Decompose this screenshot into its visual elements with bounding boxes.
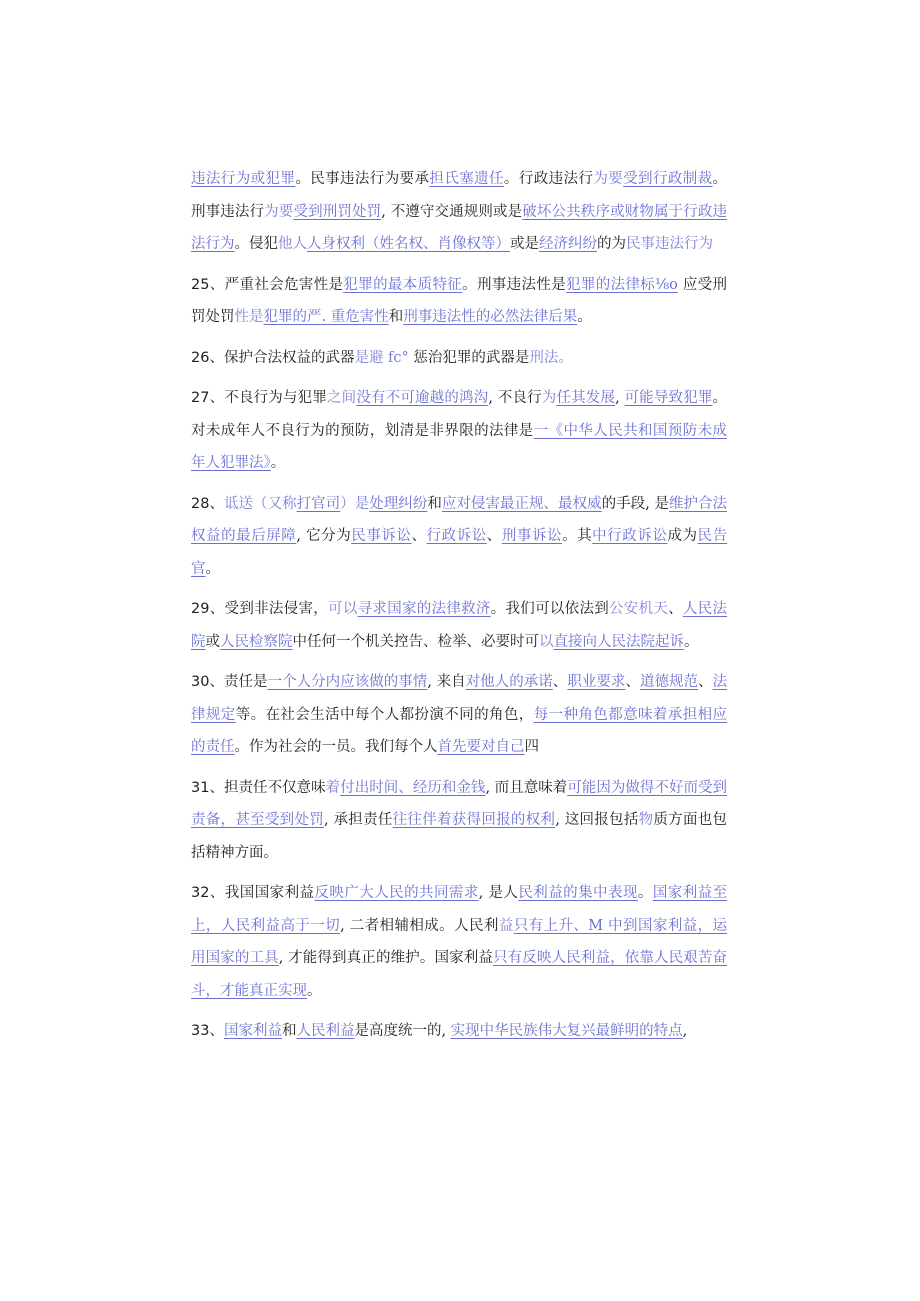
body-text: 、 bbox=[552, 674, 568, 690]
underlined-answer: 每一种角色都意味着承担相应的责任 bbox=[191, 706, 728, 755]
underlined-answer: 国家利益至上，人民利益高于一切 bbox=[191, 885, 728, 934]
body-text: 。刑事违法行 bbox=[191, 171, 728, 220]
underlined-answer: 民利益的集中表现 bbox=[518, 885, 638, 901]
underlined-answer: 民事诉讼 bbox=[351, 528, 412, 544]
body-text: , 而且意味着 bbox=[485, 779, 568, 796]
underlined-answer: 行政诉讼 bbox=[426, 528, 487, 544]
underlined-answer: 实现中华民族伟大复兴最鲜明的特点 bbox=[450, 1023, 683, 1039]
item-number: 32 bbox=[191, 885, 210, 901]
body-text: , 来自 bbox=[427, 674, 466, 690]
body-text: , 不遵守交通规则或是 bbox=[381, 203, 523, 220]
body-text: 、 bbox=[411, 528, 427, 544]
body-text: 、严重社会危害性是 bbox=[209, 276, 344, 293]
body-text: 和 bbox=[281, 1023, 297, 1039]
body-text: 等。在社会生活中每个人都扮演不同的角色， bbox=[235, 706, 534, 723]
underlined-answer: 犯罪的严. 重危害性 bbox=[263, 309, 389, 325]
highlighted-text: 诋送（又称 bbox=[224, 495, 297, 512]
underlined-answer: 人身权利（姓名权、肖像权等） bbox=[307, 236, 510, 252]
body-text: 。其 bbox=[562, 528, 593, 544]
item-number: 33 bbox=[191, 1023, 210, 1039]
underlined-answer: 犯罪的法律标⅛o bbox=[566, 276, 678, 293]
body-text: 、责任是 bbox=[209, 674, 268, 690]
body-text: , 二者相辅相成。人民利 bbox=[340, 917, 499, 934]
highlighted-text: 他人 bbox=[278, 236, 307, 252]
body-text: 四 bbox=[524, 739, 539, 755]
highlighted-text: 为 bbox=[541, 390, 557, 406]
body-text: 、保护合法权益的武器 bbox=[209, 349, 355, 366]
underlined-answer: 破坏公共秩序或财物属于行政违法行为 bbox=[191, 203, 728, 252]
underlined-answer: 付出时间、经历和金钱 bbox=[340, 779, 486, 796]
body-text: , 不良行 bbox=[488, 390, 542, 406]
body-text: , 才能得到真正的维护。国家利益 bbox=[278, 950, 494, 966]
body-text: 的手段, 是 bbox=[601, 495, 669, 512]
paragraph bbox=[191, 877, 727, 1007]
underlined-answer: 只有上升、M 中到国家利益，运用国家的工具 bbox=[191, 917, 728, 966]
item-number: 29 bbox=[191, 601, 210, 617]
paragraph bbox=[191, 772, 727, 870]
body-text: 。 bbox=[637, 885, 653, 901]
body-text: 、 bbox=[209, 1023, 224, 1039]
paragraph bbox=[191, 382, 727, 480]
body-text: , 它分为 bbox=[296, 528, 352, 544]
underlined-answer: 首先要对自己 bbox=[437, 739, 525, 755]
highlighted-text: 民事违法行为 bbox=[626, 236, 713, 252]
body-text: 中任何一个机关控告、检举、必要时可 bbox=[292, 633, 539, 650]
highlighted-text: 是避 fc° bbox=[354, 349, 409, 366]
body-text: 。 bbox=[270, 455, 286, 471]
body-text: 、我国国家利益 bbox=[209, 885, 315, 901]
body-text: 。 bbox=[684, 633, 699, 650]
paragraph bbox=[191, 666, 727, 764]
paragraph bbox=[191, 488, 727, 586]
highlighted-text: 性是 bbox=[234, 309, 264, 325]
underlined-answer: 一《中华人民共和国预防未成年人犯罪法》 bbox=[191, 422, 728, 471]
body-text: 。对未成年人不良行为的预防，划清是非界限的法律是 bbox=[191, 390, 728, 439]
body-text: 、不良行为与犯罪 bbox=[209, 390, 327, 406]
body-text: 。行政违法行 bbox=[503, 171, 594, 187]
underlined-answer: 可能因为做得不好而受到责备，甚至受到处罚 bbox=[191, 779, 728, 828]
body-text: 、 bbox=[209, 495, 224, 512]
body-text: 是高度统一的, bbox=[354, 1023, 451, 1039]
body-text: 。刑事违法性是 bbox=[462, 276, 567, 293]
highlighted-text: 刑法。 bbox=[529, 349, 573, 366]
highlighted-text: 为要 bbox=[264, 203, 294, 220]
highlighted-text: 物 bbox=[638, 812, 654, 828]
underlined-answer: 没有不可逾越的鸿沟 bbox=[356, 390, 489, 406]
body-text: 成为 bbox=[667, 528, 698, 544]
body-text: 和 bbox=[388, 309, 404, 325]
body-text: 或是 bbox=[510, 236, 539, 252]
underlined-answer: 人民利益 bbox=[296, 1023, 355, 1039]
underlined-answer: 法律规定 bbox=[191, 674, 728, 723]
underlined-answer: 刑事诉讼 bbox=[501, 528, 563, 544]
underlined-answer: 维护合法权益的最后屏障 bbox=[191, 495, 728, 544]
underlined-answer: 打官司 bbox=[296, 495, 341, 512]
underlined-answer: 违法行为或犯罪 bbox=[191, 171, 296, 187]
underlined-answer: 受到行政制裁 bbox=[623, 171, 713, 187]
underlined-answer: 担氏塞遗任 bbox=[429, 171, 504, 187]
highlighted-text: 以 bbox=[539, 633, 554, 650]
highlighted-text: 公安机天 bbox=[609, 601, 669, 617]
underlined-answer: 人民法院 bbox=[191, 601, 728, 650]
item-number: 28 bbox=[191, 495, 210, 512]
underlined-answer: 直接向人民法院起诉 bbox=[553, 633, 684, 650]
body-text: 。 bbox=[307, 982, 322, 999]
body-text: 、 bbox=[698, 674, 713, 690]
underlined-answer: 民告官 bbox=[191, 528, 728, 577]
body-text: 或 bbox=[205, 633, 220, 650]
body-text: , 承担责任 bbox=[324, 812, 393, 828]
body-text: 、 bbox=[486, 528, 502, 544]
highlighted-text: ）是 bbox=[340, 495, 370, 512]
underlined-answer: 一个人分内应该做的事情 bbox=[267, 674, 428, 690]
highlighted-text: 为要 bbox=[593, 171, 624, 187]
body-text: 。侵犯 bbox=[234, 236, 278, 252]
body-text: 。 bbox=[205, 560, 220, 577]
body-text: 、受到非法侵害， bbox=[209, 601, 329, 617]
body-text: 。民事违法行为要承 bbox=[295, 171, 430, 187]
body-text: 惩治犯罪的武器是 bbox=[408, 349, 530, 366]
underlined-answer: 人民检察院 bbox=[220, 633, 293, 650]
underlined-answer: 处理纠纷 bbox=[369, 495, 428, 512]
underlined-answer: 应对侵害最正规、最权威 bbox=[441, 495, 602, 512]
underlined-answer: 犯罪的最本质特征 bbox=[343, 276, 463, 293]
body-text: 。 bbox=[577, 309, 592, 325]
item-number: 31 bbox=[191, 779, 210, 796]
body-text: 质方面也包括精神方面。 bbox=[191, 812, 728, 861]
body-text: 和 bbox=[427, 495, 442, 512]
body-text: , 这回报包括 bbox=[555, 812, 639, 828]
highlighted-text: 之间 bbox=[326, 390, 357, 406]
highlighted-text: 可以 bbox=[328, 601, 358, 617]
underlined-answer: 往往伴着获得回报的权利 bbox=[392, 812, 556, 828]
body-text: 、 bbox=[668, 601, 683, 617]
underlined-answer: 可能导致犯罪 bbox=[624, 390, 713, 406]
body-text: 、担责任不仅意味 bbox=[209, 779, 326, 796]
underlined-answer: 经济纠纷 bbox=[539, 236, 597, 252]
underlined-answer: 受到刑罚处罚 bbox=[293, 203, 382, 220]
body-text: 。我们可以依法到 bbox=[490, 601, 610, 617]
underlined-answer: 反映广大人民的共同需求 bbox=[314, 885, 479, 901]
body-text: 应受刑罚处罚 bbox=[191, 276, 728, 325]
body-text: , bbox=[615, 390, 625, 406]
paragraph bbox=[191, 342, 727, 375]
paragraph bbox=[191, 1015, 727, 1048]
underlined-answer: 中行政诉讼 bbox=[592, 528, 668, 544]
underlined-answer: 只有反映人民利益，依靠人民艰苦奋斗，才能真正实现 bbox=[191, 950, 728, 999]
underlined-answer: 寻求国家的法律救济 bbox=[357, 601, 491, 617]
underlined-answer: 道德规范 bbox=[639, 674, 699, 690]
underlined-answer: 任其发展 bbox=[556, 390, 616, 406]
underlined-answer: 刑事违法性的必然法律后果 bbox=[403, 309, 578, 325]
body-text: 的为 bbox=[597, 236, 626, 252]
item-number: 25 bbox=[191, 276, 210, 293]
item-number: 30 bbox=[191, 674, 210, 690]
body-text: , 是人 bbox=[478, 885, 519, 901]
highlighted-text: 益 bbox=[498, 917, 514, 934]
paragraph bbox=[191, 269, 727, 334]
item-number: 26 bbox=[191, 349, 210, 366]
underlined-answer: 职业要求 bbox=[567, 674, 626, 690]
body-text: 、 bbox=[625, 674, 640, 690]
document-body bbox=[191, 163, 727, 1056]
body-text: 。作为社会的一员。我们每个人 bbox=[234, 739, 438, 755]
body-text: , bbox=[682, 1023, 688, 1039]
highlighted-text: 着 bbox=[325, 779, 341, 796]
item-number: 27 bbox=[191, 390, 210, 406]
paragraph bbox=[191, 593, 727, 658]
paragraph bbox=[191, 163, 727, 261]
underlined-answer: 对他人的承诺 bbox=[465, 674, 553, 690]
underlined-answer: 国家利益 bbox=[223, 1023, 282, 1039]
